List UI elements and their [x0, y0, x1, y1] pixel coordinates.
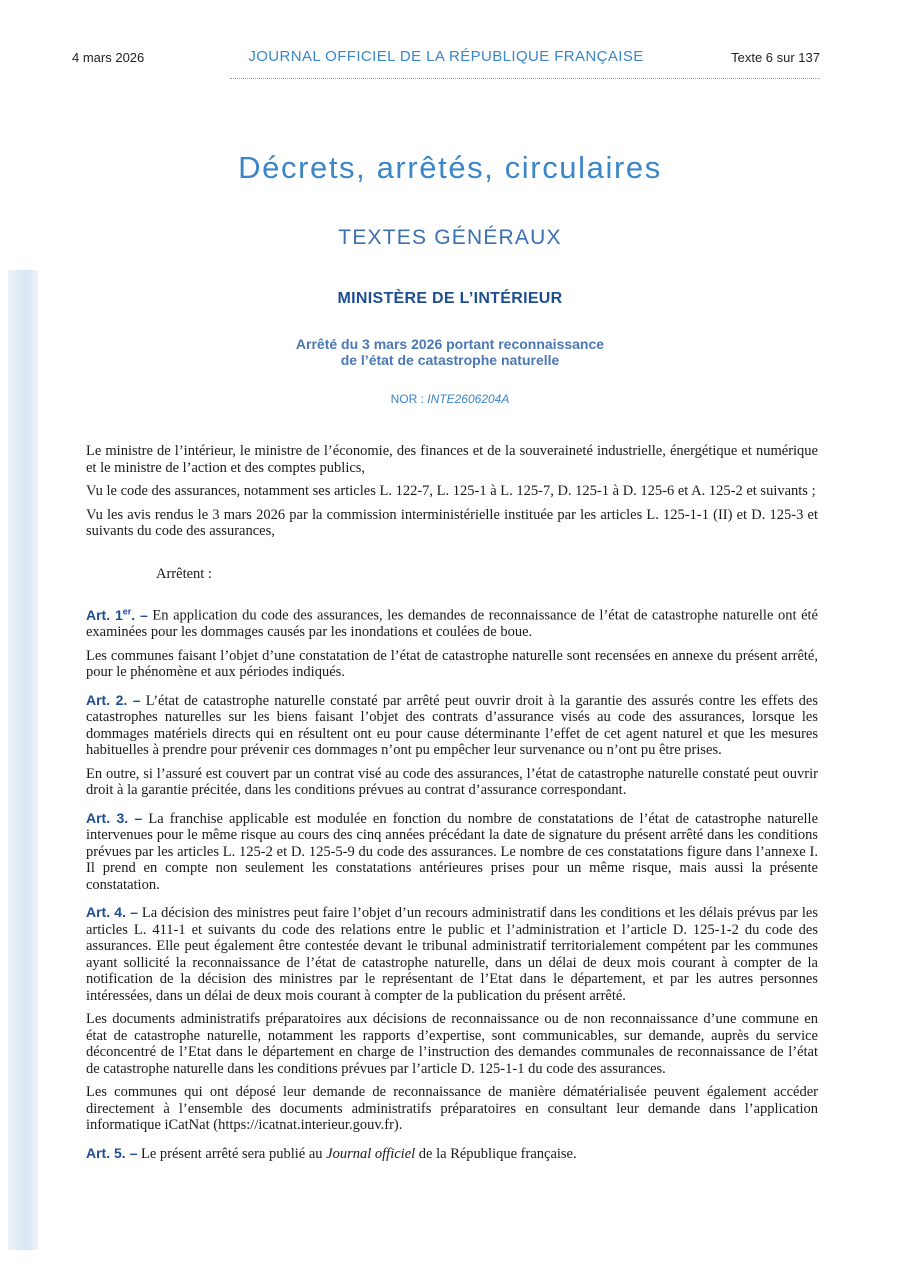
article-3-number: Art. 3. – — [86, 809, 143, 826]
arretent-label: Arrêtent : — [156, 565, 212, 582]
arrete-title-line1: Arrêté du 3 mars 2026 portant reconnaissance — [295, 336, 605, 352]
article-5-text-pre: Le présent arrêté sera publié au — [140, 1145, 327, 1162]
journal-officiel-name: Journal officiel — [326, 1145, 416, 1162]
text-number: Texte 6 sur 137 — [731, 50, 820, 65]
article-1-paragraph — [86, 603, 818, 641]
article-1-paragraph-2: Les communes faisant l’objet d’une constatation de l’état de catastrophe naturelle sont recensées en annexe du présent arrêté, pour le phénomène et aux périodes indiqués. — [86, 647, 818, 681]
article-4-paragraph-2: Les documents administratifs préparatoires aux décisions de reconnaissance ou de non reconnaissance d’une commune en état de catastrophe naturelle, notamment les rapports d’expertise, sont communicables, sur demande, auprès du service déconcentré de l’Etat dans le département en charge de l’instruction des demandes communales de reconnaissance de l’état de catastrophe naturelle dans les conditions prévues par l’article D. 125-1-1 du code des assurances. — [86, 1011, 818, 1077]
preamble-vu-code: Vu le code des assurances, notamment ses articles L. 122-7, L. 125-1 à L. 125-7, D. 125-1 à D. 125-6 et A. 125-2 et suivants ; — [86, 483, 816, 499]
article-5-number: Art. 5. – — [86, 1144, 138, 1161]
article-1-text: En application du code des assurances, les demandes de reconnaissance de l’état de catastrophe naturelle ont été examinées pour les dommages causés par les inondations et coulées de boue. — [86, 607, 818, 641]
publication-date: 4 mars 2026 — [72, 50, 145, 65]
article-4-paragraph — [86, 904, 818, 1004]
arrete-title — [0, 336, 900, 368]
page-header — [72, 48, 820, 70]
arrete-title-line2: de l’état de catastrophe naturelle — [340, 352, 560, 368]
main-title: Décrets, arrêtés, circulaires — [238, 150, 662, 185]
article-2-text: L’état de catastrophe naturelle constaté par arrêté peut ouvrir droit à la garantie des assurés contre les effets des catastrophes naturelles sur les biens faisant l’objet des contrats d’assurance visés au code des assurances, lorsque les dommages matériels directs qui en résultent ont eu pour cause déterminante l’effet de cet agent naturel et que les mesures habituelles à prendre pour prévenir ces dommages n’ont pu empêcher leur survenance ou n’ont pu être prises. — [86, 692, 819, 759]
article-5-paragraph — [86, 1145, 818, 1163]
section-title: TEXTES GÉNÉRAUX — [338, 226, 562, 249]
article-2-number: Art. 2. – — [86, 691, 141, 708]
ministry-title: MINISTÈRE DE L’INTÉRIEUR — [337, 290, 563, 307]
article-2-paragraph-2: En outre, si l’assuré est couvert par un contrat visé au code des assurances, l’état de catastrophe naturelle constaté peut ouvrir droit à la garantie précitée, dans les conditions prévues au contrat d’assurance correspondant. — [86, 765, 818, 799]
article-1-number: Art. 1er. – — [86, 606, 148, 623]
article-5-text-post: de la République française. — [415, 1145, 577, 1162]
header-divider — [230, 78, 820, 79]
preamble-ministers: Le ministre de l’intérieur, le ministre de l’économie, des finances et de la souveraineté industrielle, énergétique et numérique et le ministre de l’action et des comptes publics, — [86, 443, 818, 476]
article-3-text: La franchise applicable est modulée en fonction du nombre de constatations de l’état de catastrophe naturelle intervenues pour le même risque au cours des cinq années précédant la date de signature du présent arrêté dans les conditions prévues par les articles L. 125-2 et D. 125-5-9 du code des assurances. Le nombre de ces constatations figure dans l’annexe I. Il prend en compte non seulement les constatations antérieures prises pour un même risque, mais aussi la présente constatation. — [86, 810, 819, 893]
article-2-paragraph — [86, 692, 818, 759]
nor-code: INTE2606204A — [427, 392, 510, 406]
article-4-paragraph-3: Les communes qui ont déposé leur demande de reconnaissance de manière dématérialisée peuvent également accéder directement à l’ensemble des documents administratifs préparatoires en consultant leur demande dans l’application informatique iCatNat (https://icatnat.interieur.gouv.fr). — [86, 1084, 818, 1134]
nor-reference — [0, 392, 900, 406]
document-body — [86, 443, 818, 1169]
scan-edge-shading — [8, 270, 38, 1250]
article-4-number: Art. 4. – — [86, 904, 138, 921]
nor-label: NOR : — [390, 392, 428, 406]
preamble-vu-avis: Vu les avis rendus le 3 mars 2026 par la commission interministérielle instituée par les articles L. 125-1-1 (II) et D. 125-3 et suivants du code des assurances, — [86, 506, 818, 539]
article-4-text: La décision des ministres peut faire l’objet d’un recours administratif dans les conditions et les délais prévus par les articles L. 411-1 et suivants du code des relations entre le public et l’administration et l’article D. 125-1-2 du code des assurances. Elle peut également être contestée devant le tribunal administratif territorialement compétent par les communes ayant sollicité la reconnaissance de l’état de catastrophe naturelle, dans un délai de deux mois courant à compter de la notification de la décision des ministres par le représentant de l’Etat dans le département, et par les autres personnes intéressées, dans un délai de deux mois courant à compter de la publication du présent arrêté. — [86, 905, 818, 1004]
journal-title: JOURNAL OFFICIEL DE LA RÉPUBLIQUE FRANÇAISE — [248, 48, 644, 65]
article-3-paragraph — [86, 810, 818, 894]
